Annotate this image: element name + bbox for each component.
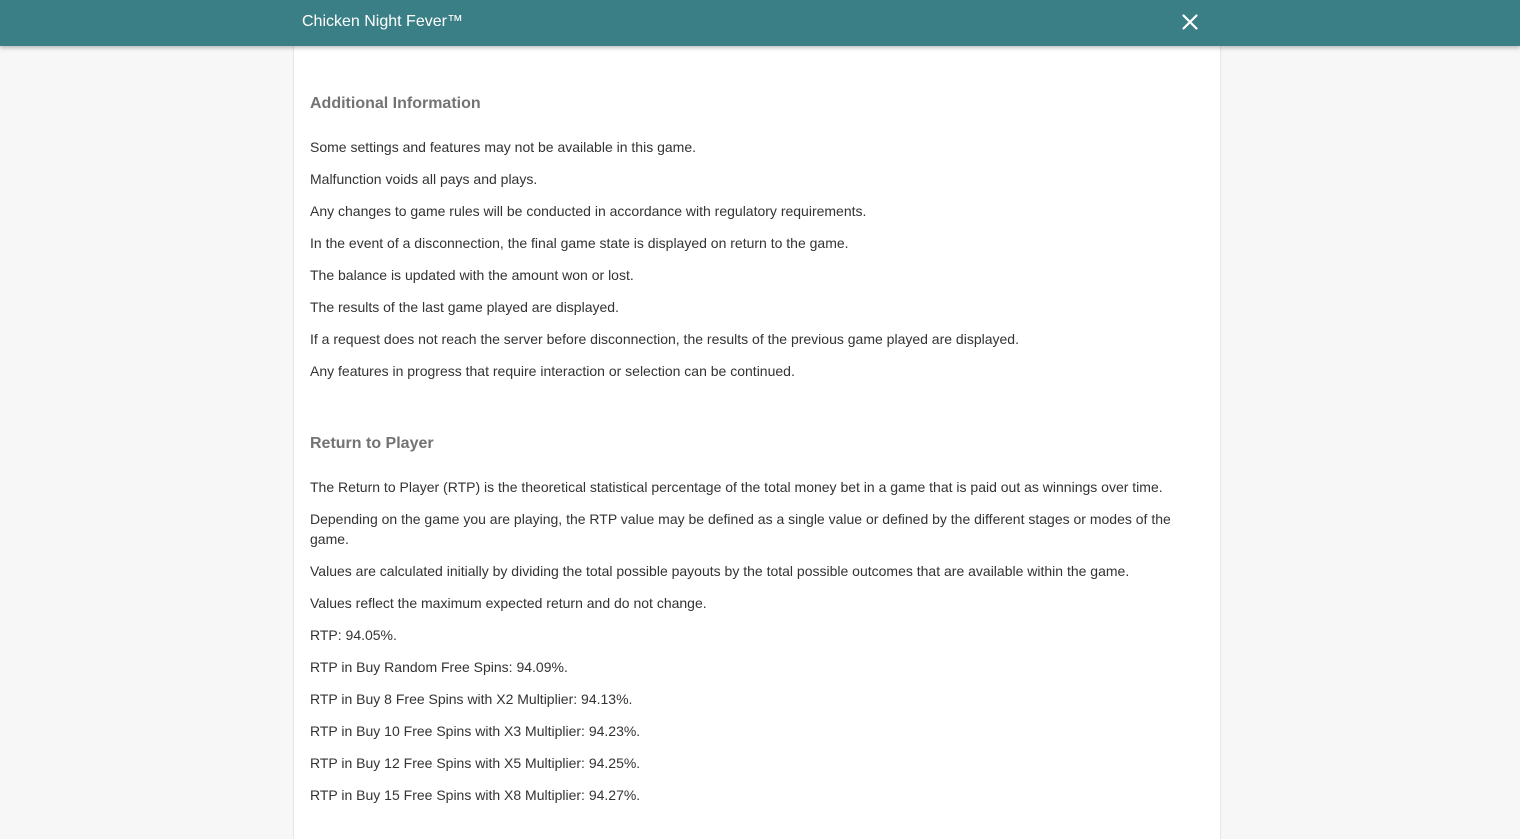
- paragraph: Malfunction voids all pays and plays.: [310, 171, 538, 187]
- section-title-return-to-player: Return to Player: [310, 435, 434, 452]
- paragraph: Any changes to game rules will be conducted in accordance with regulatory requirements.: [310, 203, 867, 219]
- paragraph: Depending on the game you are playing, the RTP value may be defined as a single value or defined by the different stages or modes of the game.: [310, 511, 1171, 547]
- rtp-value: RTP in Buy 12 Free Spins with X5 Multiplier: 94.25%.: [310, 755, 641, 771]
- paragraph: The Return to Player (RTP) is the theoretical statistical percentage of the total money bet in a game that is paid out as winnings over time.: [310, 479, 1163, 495]
- paragraph: Values are calculated initially by dividing the total possible payouts by the total possible outcomes that are available within the game.: [310, 563, 1130, 579]
- rtp-value: RTP in Buy Random Free Spins: 94.09%.: [310, 659, 568, 675]
- rtp-value: RTP in Buy 15 Free Spins with X8 Multiplier: 94.27%.: [310, 787, 641, 803]
- paragraph: Any features in progress that require interaction or selection can be continued.: [310, 363, 795, 379]
- rtp-value: RTP in Buy 10 Free Spins with X3 Multiplier: 94.23%.: [310, 723, 641, 739]
- title-bar: [0, 0, 1520, 46]
- page-title: Chicken Night Fever™: [302, 13, 463, 30]
- help-content-panel[interactable]: [293, 46, 1221, 839]
- section-title-additional-information: Additional Information: [310, 95, 481, 112]
- paragraph: Some settings and features may not be available in this game.: [310, 139, 696, 155]
- paragraph: In the event of a disconnection, the final game state is displayed on return to the game.: [310, 235, 849, 251]
- close-icon: [1178, 10, 1202, 34]
- rtp-value: RTP in Buy 8 Free Spins with X2 Multiplier: 94.13%.: [310, 691, 633, 707]
- additional-information-list: [310, 137, 1200, 393]
- close-button[interactable]: [1178, 10, 1202, 34]
- return-to-player-list: [310, 477, 1200, 817]
- paragraph: The results of the last game played are displayed.: [310, 299, 619, 315]
- paragraph: The balance is updated with the amount won or lost.: [310, 267, 634, 283]
- paragraph: If a request does not reach the server before disconnection, the results of the previous game played are displayed.: [310, 331, 1019, 347]
- paragraph: Values reflect the maximum expected return and do not change.: [310, 595, 707, 611]
- rtp-value: RTP: 94.05%.: [310, 627, 397, 643]
